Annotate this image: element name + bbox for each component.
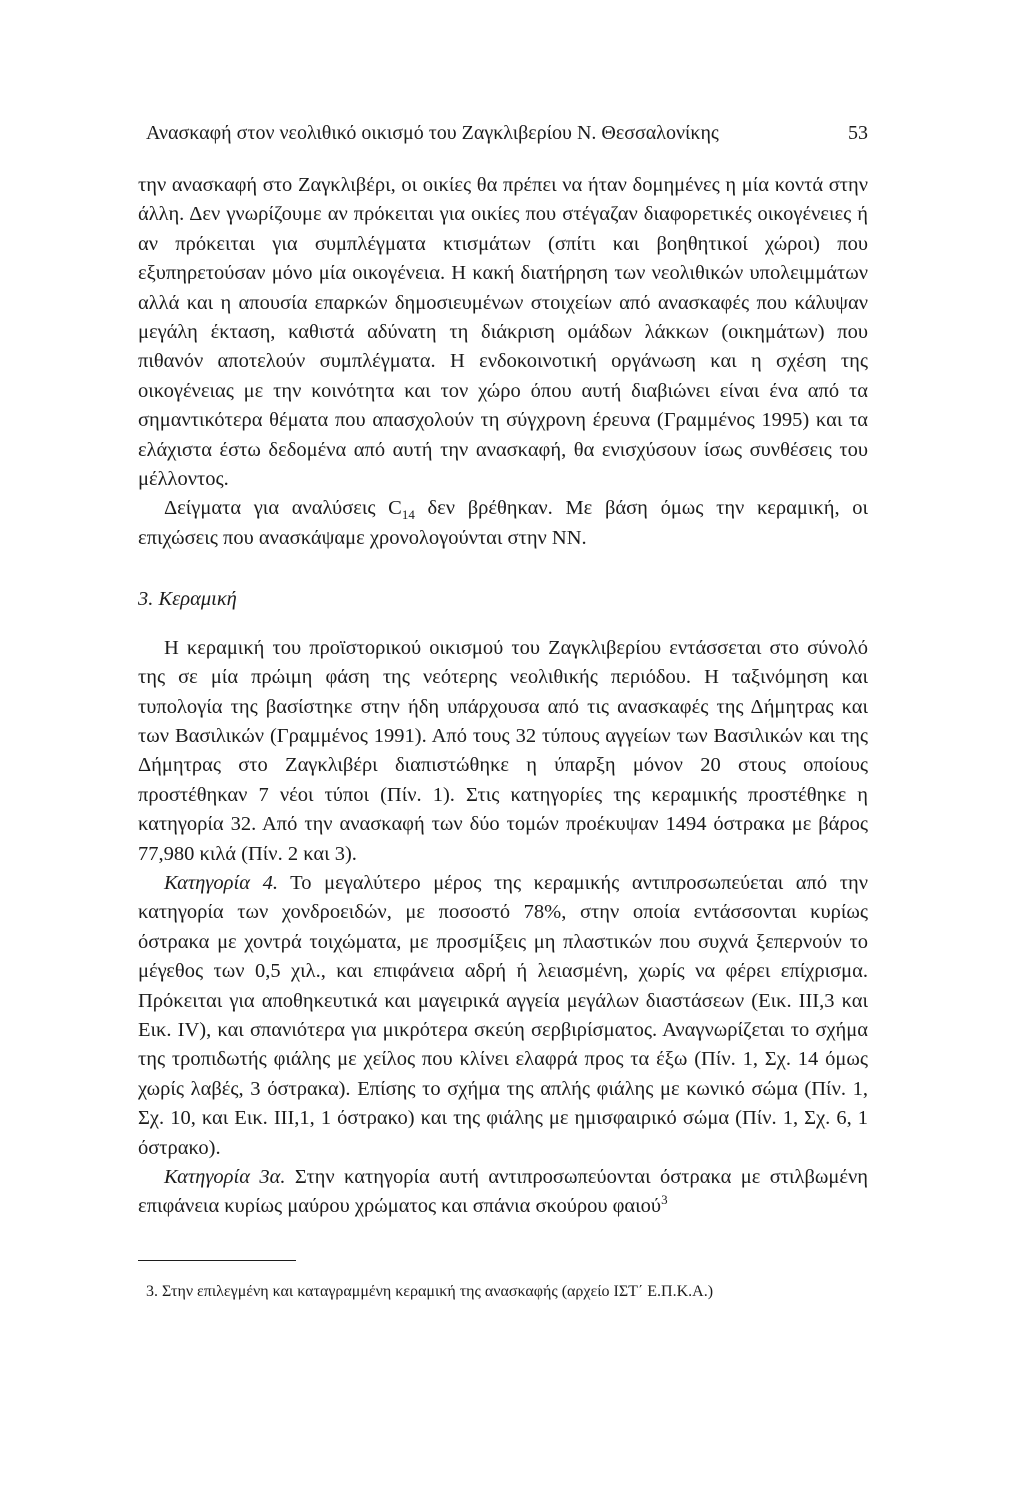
- paragraph-text: Δείγματα για αναλύσεις C: [164, 497, 402, 520]
- subscript: 14: [401, 507, 415, 523]
- paragraph-text: Το μεγαλύτερο μέρος της κεραμικής αντιπροσωπεύεται από την κατηγορία των χονδροειδών, με ποσοστό 78%, στην οποία εντάσσονται κυρίως όστρακα με χοντρά τοιχώματα, με προσμίξεις μη πλαστικών που συχνά ξεπερνούν το μέγεθος των 0,5 χιλ., και επιφάνεια αδρή ή λειασμένη, χωρίς να φέρει επίχρισμα. Πρόκειται για αποθηκευτικά και μαγειρικά αγγεία μεγάλων διαστάσεων (Εικ. ΙΙΙ,3 και Εικ. IV), και σπανιότερα για μικρότερα σκεύη σερβιρίσματος. Αναγνωρίζεται το σχήμα της τροπιδωτής φιάλης με χείλος που κλίνει ελαφρά προς τα έξω (Πίν. 1, Σχ. 14 όμως χωρίς λαβές, 3 όστρακα). Επίσης το σχήμα της απλής φιάλης με κωνικό σώμα (Πίν. 1, Σχ. 10, και Εικ. ΙΙΙ,1, 1 όστρακο) και της φιάλης με ημισφαιρικό σώμα (Πίν. 1, Σχ. 6, 1 όστρακο).: [138, 871, 868, 1159]
- footnote-divider: [138, 1260, 296, 1261]
- page-number: 53: [848, 122, 868, 144]
- category-term: Κατηγορία 4.: [164, 871, 278, 894]
- paragraph-text: Στην κατηγορία αυτή αντιπροσωπεύονται όστρακα με στιλβωμένη επιφάνεια κυρίως μαύρου χρώματος και σπάνια σκούρου φαιού: [138, 1166, 869, 1218]
- paragraph: [138, 869, 868, 1163]
- running-title: Ανασκαφή στον νεολιθικό οικισμό του Ζαγκλιβερίου Ν. Θεσσαλονίκης: [146, 122, 719, 144]
- paragraph-text: δεν βρέθηκαν. Με βάση όμως την κεραμική, οι επιχώσεις που ανασκάψαμε χρονολογούνται στην ΝΝ.: [138, 497, 869, 549]
- running-head: [146, 118, 868, 148]
- footnote: 3. Στην επιλεγμένη και καταγραμμένη κεραμική της ανασκαφής (αρχείο ΙΣΤ΄ Ε.Π.Κ.Α.): [146, 1282, 714, 1300]
- footnote-marker[interactable]: 3: [661, 1192, 668, 1208]
- paragraph: [138, 1163, 868, 1222]
- page: [138, 118, 868, 1303]
- section-heading: 3. Κεραμική: [138, 588, 237, 611]
- paragraph: την ανασκαφή στο Ζαγκλιβέρι, οι οικίες θα πρέπει να ήταν δομημένες η μία κοντά στην άλλη. Δεν γνωρίζουμε αν πρόκειται για οικίες που στέγαζαν διαφορετικές οικογένειες ή αν πρόκειται για συμπλέγματα κτισμάτων (σπίτι και βοηθητικοί χώροι) που εξυπηρετούσαν μόνο μία οικογένεια. Η κακή διατήρηση των νεολιθικών υπολειμμάτων αλλά και η απουσία επαρκών δημοσιευμένων στοιχείων από ανασκαφές που κάλυψαν μεγάλη έκταση, καθιστά αδύνατη τη διάκριση ομάδων λάκκων (οικημάτων) που πιθανόν αποτελούν συμπλέγματα. Η ενδοκοινοτική οργάνωση και η σχέση της οικογένειας με την κοινότητα και τον χώρο όπου αυτή διαβιώνει είναι ένα από τα σημαντικότερα θέματα που απασχολούν τη σύγχρονη έρευνα (Γραμμένος 1995) και τα ελάχιστα έστω δεδομένα από αυτή την ανασκαφή, θα ενισχύσουν ίσως συνθέσεις του μέλλοντος.: [138, 174, 868, 491]
- body-text: [138, 171, 868, 1222]
- category-term: Κατηγορία 3α.: [164, 1166, 286, 1188]
- paragraph: Η κεραμική του προϊστορικού οικισμού του Ζαγκλιβερίου εντάσσεται στο σύνολό της σε μία πρώιμη φάση της νεότερης νεολιθικής περιόδου. Η ταξινόμηση και τυπολογία της βασίστηκε στην ήδη υπάρχουσα από τις ανασκαφές της Δήμητρας και των Βασιλικών (Γραμμένος 1991). Από τους 32 τύπους αγγείων των Βασιλικών και της Δήμητρας στο Ζαγκλιβέρι διαπιστώθηκε η ύπαρξη μόνον 20 στους οποίους προστέθηκαν 7 νέοι τύποι (Πίν. 1). Στις κατηγορίες της κεραμικής προστέθηκε η κατηγορία 32. Από την ανασκαφή των δύο τομών προέκυψαν 1494 όστρακα με βάρος 77,980 κιλά (Πίν. 2 και 3).: [138, 636, 868, 865]
- paragraph: [138, 494, 868, 553]
